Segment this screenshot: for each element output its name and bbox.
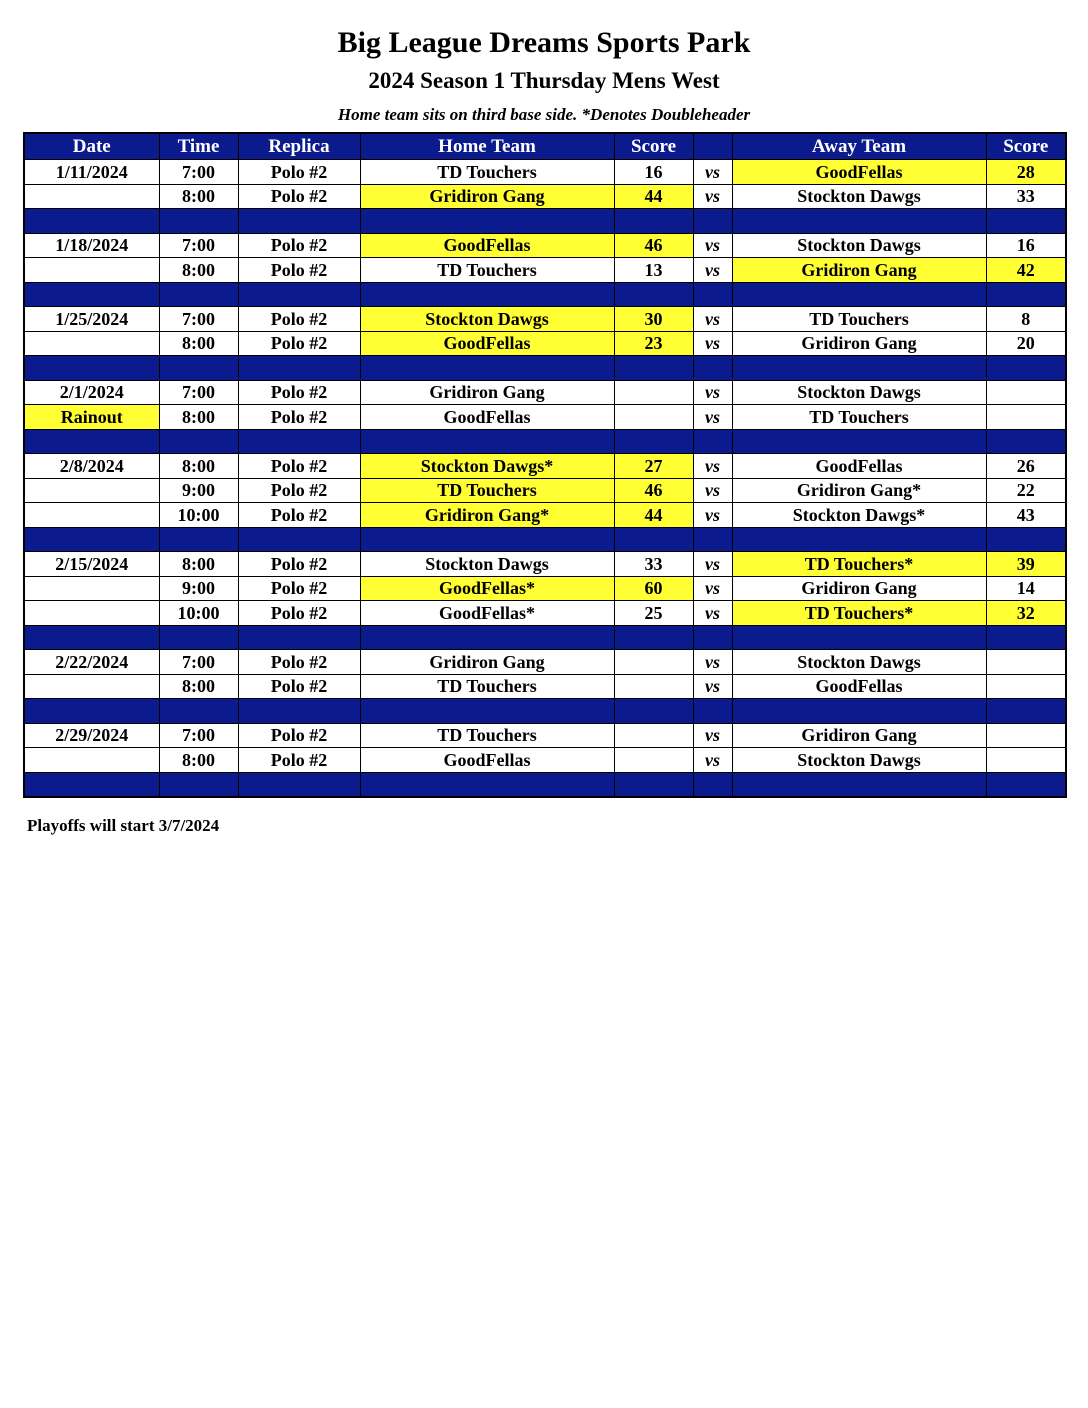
separator-cell	[360, 772, 614, 797]
date-cell	[24, 258, 159, 283]
home-team-cell: Stockton Dawgs	[360, 307, 614, 332]
field-cell: Polo #2	[238, 478, 360, 503]
away-score-cell: 26	[986, 454, 1066, 479]
separator-cell	[24, 356, 159, 381]
home-score-cell: 30	[614, 307, 693, 332]
date-cell	[24, 478, 159, 503]
away-score-cell: 43	[986, 503, 1066, 528]
away-team-cell: Gridiron Gang	[732, 576, 986, 601]
separator-cell	[159, 527, 238, 552]
separator-cell	[614, 356, 693, 381]
table-row	[24, 674, 1066, 699]
field-cell: Polo #2	[238, 748, 360, 773]
week-separator-row	[24, 772, 1066, 797]
time-cell: 8:00	[159, 331, 238, 356]
away-score-cell	[986, 674, 1066, 699]
separator-cell	[693, 209, 732, 234]
separator-cell	[693, 527, 732, 552]
time-cell: 9:00	[159, 576, 238, 601]
separator-cell	[693, 699, 732, 724]
away-score-cell	[986, 748, 1066, 773]
separator-cell	[732, 625, 986, 650]
vs-cell: vs	[693, 258, 732, 283]
separator-cell	[732, 356, 986, 381]
field-cell: Polo #2	[238, 307, 360, 332]
away-team-cell: GoodFellas	[732, 160, 986, 185]
date-cell: 1/18/2024	[24, 233, 159, 258]
field-cell: Polo #2	[238, 405, 360, 430]
vs-cell: vs	[693, 650, 732, 675]
away-score-cell: 8	[986, 307, 1066, 332]
table-row	[24, 380, 1066, 405]
separator-cell	[986, 429, 1066, 454]
home-score-cell: 23	[614, 331, 693, 356]
separator-cell	[24, 772, 159, 797]
separator-cell	[732, 699, 986, 724]
home-team-cell: GoodFellas	[360, 748, 614, 773]
separator-cell	[360, 356, 614, 381]
separator-cell	[24, 429, 159, 454]
date-cell: 2/22/2024	[24, 650, 159, 675]
separator-cell	[24, 209, 159, 234]
away-score-cell: 28	[986, 160, 1066, 185]
column-header-replica: Replica	[238, 133, 360, 160]
home-score-cell: 46	[614, 233, 693, 258]
away-score-cell	[986, 723, 1066, 748]
week-separator-row	[24, 625, 1066, 650]
vs-cell: vs	[693, 552, 732, 577]
schedule-note: Home team sits on third base side. *Denotes Doubleheader	[337, 105, 751, 124]
week-separator-row	[24, 282, 1066, 307]
separator-cell	[238, 527, 360, 552]
home-score-cell	[614, 650, 693, 675]
home-score-cell: 13	[614, 258, 693, 283]
home-team-cell: Gridiron Gang*	[360, 503, 614, 528]
time-cell: 7:00	[159, 307, 238, 332]
table-row	[24, 478, 1066, 503]
away-team-cell: GoodFellas	[732, 674, 986, 699]
field-cell: Polo #2	[238, 601, 360, 626]
date-cell: 1/11/2024	[24, 160, 159, 185]
date-cell	[24, 674, 159, 699]
time-cell: 8:00	[159, 258, 238, 283]
home-team-cell: Gridiron Gang	[360, 650, 614, 675]
home-team-cell: Gridiron Gang	[360, 184, 614, 209]
column-header-home-score: Score	[614, 133, 693, 160]
separator-cell	[238, 356, 360, 381]
separator-cell	[693, 625, 732, 650]
home-team-cell: Stockton Dawgs*	[360, 454, 614, 479]
week-separator-row	[24, 429, 1066, 454]
separator-cell	[159, 282, 238, 307]
separator-cell	[360, 625, 614, 650]
separator-cell	[614, 209, 693, 234]
away-team-cell: Stockton Dawgs	[732, 748, 986, 773]
home-score-cell	[614, 380, 693, 405]
separator-cell	[238, 772, 360, 797]
separator-cell	[986, 209, 1066, 234]
home-team-cell: Stockton Dawgs	[360, 552, 614, 577]
separator-cell	[614, 772, 693, 797]
date-cell: Rainout	[24, 405, 159, 430]
time-cell: 9:00	[159, 478, 238, 503]
separator-cell	[693, 429, 732, 454]
date-cell	[24, 748, 159, 773]
table-row	[24, 650, 1066, 675]
column-header-vs	[693, 133, 732, 160]
week-separator-row	[24, 527, 1066, 552]
away-team-cell: Gridiron Gang	[732, 723, 986, 748]
vs-cell: vs	[693, 674, 732, 699]
separator-cell	[614, 699, 693, 724]
field-cell: Polo #2	[238, 380, 360, 405]
column-header-away-team: Away Team	[732, 133, 986, 160]
separator-cell	[986, 699, 1066, 724]
time-cell: 8:00	[159, 552, 238, 577]
time-cell: 10:00	[159, 503, 238, 528]
home-score-cell: 33	[614, 552, 693, 577]
vs-cell: vs	[693, 723, 732, 748]
page-title: Big League Dreams Sports Park	[337, 26, 751, 59]
separator-cell	[360, 699, 614, 724]
away-score-cell: 14	[986, 576, 1066, 601]
separator-cell	[24, 699, 159, 724]
separator-cell	[159, 772, 238, 797]
vs-cell: vs	[693, 380, 732, 405]
home-score-cell: 60	[614, 576, 693, 601]
vs-cell: vs	[693, 307, 732, 332]
column-header-away-score: Score	[986, 133, 1066, 160]
away-score-cell: 20	[986, 331, 1066, 356]
date-cell	[24, 503, 159, 528]
table-row	[24, 723, 1066, 748]
separator-cell	[238, 282, 360, 307]
table-row	[24, 576, 1066, 601]
field-cell: Polo #2	[238, 160, 360, 185]
time-cell: 7:00	[159, 160, 238, 185]
vs-cell: vs	[693, 160, 732, 185]
field-cell: Polo #2	[238, 233, 360, 258]
home-score-cell	[614, 405, 693, 430]
separator-cell	[360, 209, 614, 234]
away-team-cell: TD Touchers*	[732, 601, 986, 626]
field-cell: Polo #2	[238, 331, 360, 356]
column-header-time: Time	[159, 133, 238, 160]
away-score-cell: 33	[986, 184, 1066, 209]
field-cell: Polo #2	[238, 454, 360, 479]
separator-cell	[693, 282, 732, 307]
separator-cell	[360, 429, 614, 454]
time-cell: 10:00	[159, 601, 238, 626]
date-cell: 2/1/2024	[24, 380, 159, 405]
away-team-cell: TD Touchers	[732, 405, 986, 430]
separator-cell	[614, 625, 693, 650]
time-cell: 7:00	[159, 650, 238, 675]
home-score-cell	[614, 748, 693, 773]
field-cell: Polo #2	[238, 576, 360, 601]
separator-cell	[614, 429, 693, 454]
date-cell: 2/8/2024	[24, 454, 159, 479]
schedule-table	[23, 132, 1067, 798]
table-row	[24, 454, 1066, 479]
home-team-cell: TD Touchers	[360, 160, 614, 185]
table-row	[24, 160, 1066, 185]
away-team-cell: Stockton Dawgs	[732, 184, 986, 209]
separator-cell	[360, 527, 614, 552]
home-team-cell: Gridiron Gang	[360, 380, 614, 405]
vs-cell: vs	[693, 454, 732, 479]
field-cell: Polo #2	[238, 184, 360, 209]
home-score-cell	[614, 674, 693, 699]
away-team-cell: TD Touchers	[732, 307, 986, 332]
vs-cell: vs	[693, 233, 732, 258]
away-team-cell: Stockton Dawgs*	[732, 503, 986, 528]
week-separator-row	[24, 356, 1066, 381]
time-cell: 8:00	[159, 454, 238, 479]
separator-cell	[159, 429, 238, 454]
separator-cell	[986, 772, 1066, 797]
away-score-cell: 32	[986, 601, 1066, 626]
away-score-cell: 39	[986, 552, 1066, 577]
field-cell: Polo #2	[238, 503, 360, 528]
home-team-cell: TD Touchers	[360, 478, 614, 503]
date-cell	[24, 184, 159, 209]
time-cell: 7:00	[159, 380, 238, 405]
separator-cell	[732, 209, 986, 234]
separator-cell	[24, 282, 159, 307]
away-team-cell: Stockton Dawgs	[732, 650, 986, 675]
table-row	[24, 405, 1066, 430]
away-team-cell: Gridiron Gang	[732, 258, 986, 283]
separator-cell	[24, 625, 159, 650]
field-cell: Polo #2	[238, 650, 360, 675]
away-team-cell: TD Touchers*	[732, 552, 986, 577]
home-score-cell: 46	[614, 478, 693, 503]
away-score-cell: 22	[986, 478, 1066, 503]
week-separator-row	[24, 699, 1066, 724]
week-separator-row	[24, 209, 1066, 234]
separator-cell	[238, 429, 360, 454]
vs-cell: vs	[693, 478, 732, 503]
table-row	[24, 233, 1066, 258]
table-header-row	[24, 133, 1066, 160]
separator-cell	[159, 699, 238, 724]
separator-cell	[986, 527, 1066, 552]
home-team-cell: TD Touchers	[360, 674, 614, 699]
vs-cell: vs	[693, 503, 732, 528]
separator-cell	[693, 356, 732, 381]
home-team-cell: TD Touchers	[360, 723, 614, 748]
time-cell: 8:00	[159, 405, 238, 430]
home-team-cell: GoodFellas	[360, 331, 614, 356]
home-team-cell: GoodFellas	[360, 233, 614, 258]
column-header-date: Date	[24, 133, 159, 160]
playoffs-note: Playoffs will start 3/7/2024	[27, 816, 220, 835]
date-cell: 2/29/2024	[24, 723, 159, 748]
separator-cell	[24, 527, 159, 552]
date-cell	[24, 331, 159, 356]
away-team-cell: Stockton Dawgs	[732, 233, 986, 258]
home-team-cell: TD Touchers	[360, 258, 614, 283]
home-team-cell: GoodFellas*	[360, 601, 614, 626]
vs-cell: vs	[693, 748, 732, 773]
away-score-cell	[986, 380, 1066, 405]
separator-cell	[360, 282, 614, 307]
date-cell: 2/15/2024	[24, 552, 159, 577]
away-team-cell: GoodFellas	[732, 454, 986, 479]
separator-cell	[159, 356, 238, 381]
table-row	[24, 601, 1066, 626]
table-row	[24, 258, 1066, 283]
separator-cell	[986, 282, 1066, 307]
date-cell: 1/25/2024	[24, 307, 159, 332]
table-row	[24, 184, 1066, 209]
page-subtitle: 2024 Season 1 Thursday Mens West	[368, 68, 720, 93]
column-header-home-team: Home Team	[360, 133, 614, 160]
separator-cell	[238, 625, 360, 650]
home-score-cell	[614, 723, 693, 748]
separator-cell	[732, 527, 986, 552]
home-team-cell: GoodFellas*	[360, 576, 614, 601]
table-row	[24, 503, 1066, 528]
vs-cell: vs	[693, 184, 732, 209]
away-score-cell: 42	[986, 258, 1066, 283]
time-cell: 7:00	[159, 233, 238, 258]
home-score-cell: 44	[614, 503, 693, 528]
separator-cell	[986, 625, 1066, 650]
time-cell: 8:00	[159, 674, 238, 699]
separator-cell	[732, 772, 986, 797]
away-score-cell	[986, 405, 1066, 430]
home-score-cell: 44	[614, 184, 693, 209]
time-cell: 8:00	[159, 184, 238, 209]
home-score-cell: 27	[614, 454, 693, 479]
away-team-cell: Gridiron Gang	[732, 331, 986, 356]
time-cell: 7:00	[159, 723, 238, 748]
vs-cell: vs	[693, 601, 732, 626]
home-score-cell: 25	[614, 601, 693, 626]
vs-cell: vs	[693, 331, 732, 356]
home-team-cell: GoodFellas	[360, 405, 614, 430]
date-cell	[24, 576, 159, 601]
separator-cell	[614, 527, 693, 552]
table-row	[24, 552, 1066, 577]
away-score-cell	[986, 650, 1066, 675]
away-team-cell: Stockton Dawgs	[732, 380, 986, 405]
separator-cell	[693, 772, 732, 797]
separator-cell	[732, 282, 986, 307]
separator-cell	[614, 282, 693, 307]
vs-cell: vs	[693, 405, 732, 430]
separator-cell	[238, 699, 360, 724]
separator-cell	[986, 356, 1066, 381]
time-cell: 8:00	[159, 748, 238, 773]
separator-cell	[159, 209, 238, 234]
field-cell: Polo #2	[238, 674, 360, 699]
vs-cell: vs	[693, 576, 732, 601]
field-cell: Polo #2	[238, 258, 360, 283]
away-score-cell: 16	[986, 233, 1066, 258]
separator-cell	[238, 209, 360, 234]
table-row	[24, 307, 1066, 332]
away-team-cell: Gridiron Gang*	[732, 478, 986, 503]
field-cell: Polo #2	[238, 723, 360, 748]
separator-cell	[159, 625, 238, 650]
field-cell: Polo #2	[238, 552, 360, 577]
home-score-cell: 16	[614, 160, 693, 185]
separator-cell	[732, 429, 986, 454]
table-row	[24, 331, 1066, 356]
table-row	[24, 748, 1066, 773]
date-cell	[24, 601, 159, 626]
